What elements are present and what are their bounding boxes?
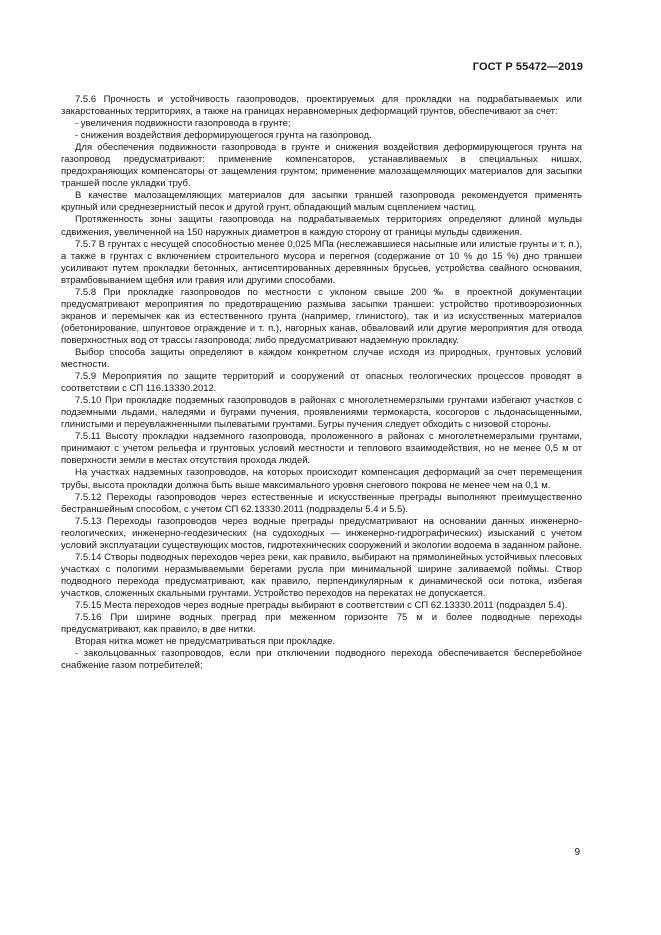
list-item: - снижения воздействия деформирующегося грунта на газопровод.	[75, 130, 372, 142]
paragraph: Протяженность зоны защиты газопровода на подрабатываемых территориях определяют длиной мульды сдвижения, увеличенной на 150 наружных диаметров в каждую сторону от границы мульды сдвижения.	[61, 214, 582, 238]
document-code-header: ГОСТ Р 55472—2019	[472, 61, 583, 73]
paragraph-7-5-13: 7.5.13 Переходы газопроводов через водные преграды предусматривают на основании данных инженерно-геологических, инженерно-геодезических (на судоходных — инженерно-гидрографических) изысканий с учетом условий эксплуатации существующих мостов, гидротехнических сооружений и экологии водоема в заданном районе.	[61, 515, 582, 551]
list-item: - закольцованных газопроводов, если при отключении подводного перехода обеспечивается бесперебойное снабжение газом потребителей;	[61, 648, 582, 672]
paragraph: На участках надземных газопроводов, на которых происходит компенсация деформаций за счет перемещения трубы, высота прокладки должна быть выше максимального уровня снегового покрова не менее чем на 0,1 м.	[61, 467, 582, 491]
paragraph-7-5-10: 7.5.10 При прокладке подземных газопроводов в районах с многолетнемерзлыми грунтами избегают участков с подземными льдами, наледями и буграми пучения, проявлениями термокарста, косогоров с льдонасыщенными, глинистыми и переувлажненными пылеватыми грунтами. Бугры пучения следует обходить с низовой стороны.	[61, 395, 582, 431]
paragraph-7-5-8: 7.5.8 При прокладке газопроводов по местности с уклоном свыше 200 ‰ в проектной документации предусматривают мероприятия по предотвращению размыва засыпки траншеи: устройство противоэрозионных экранов и перемычек как из естественного грунта (например, глинистого), так и из искусственных материалов (обетонирование, шпунтовое ограждение и т. п.), нагорных канав, обваловаий или другие мероприятия для отвода поверхностных вод от трассы газопровода; либо предусматривают надземную прокладку.	[61, 286, 582, 346]
paragraph-7-5-9: 7.5.9 Мероприятия по защите территорий и сооружений от опасных геологических процессов проводят в соответствии с СП 116.13330.2012.	[61, 371, 582, 395]
body-text	[61, 94, 582, 672]
paragraph: Выбор способа защиты определяют в каждом конкретном случае исходя из природных, грунтовых условий местности.	[61, 346, 582, 371]
paragraph-7-5-12: 7.5.12 Переходы газопроводов через естественные и искусственные преграды выполняют преимущественно бестраншейным способом, с учетом СП 62.13330.2011 (подразделы 5.4 и 5.5).	[61, 491, 582, 515]
paragraph: Вторая нитка может не предусматриваться при прокладке.	[75, 636, 336, 648]
paragraph-7-5-15: 7.5.15 Места переходов через водные преграды выбирают в соответствии с СП 62.13330.2011 (подраздел 5.4).	[75, 599, 568, 611]
paragraph-7-5-7: 7.5.7 В грунтах с несущей способностью менее 0,025 МПа (неслежавшиеся насыпные или илистые грунты и т. п.), а также в грунтах с включением строительного мусора и перегноя (содержание от 10 % до 15 %) дно траншеи усиливают путем прокладки бетонных, антисептированных деревянных брусьев, устройства свайного основания, втрамбовыванием щебня или гравия или другими способами.	[61, 238, 582, 286]
list-item: - увеличения подвижности газопровода в грунте;	[75, 118, 291, 130]
paragraph: В качестве малозащемляющих материалов для засыпки траншей газопровода рекомендуется применять крупный или среднезернистый песок и другой грунт, обладающий малым сцеплением частиц.	[61, 190, 582, 214]
paragraph: Для обеспечения подвижности газопровода в грунте и снижения воздействия деформирующегося грунта на газопровод предусматривают: применение компенсаторов, устанавливаемых в специальных нишах, предохраняющих компенсаторы от защемления грунтом; применение малозащемляющих материалов для засыпки траншей после укладки труб.	[61, 142, 582, 190]
paragraph-7-5-16: 7.5.16 При ширине водных преград при меженном горизонте 75 м и более подводные переходы предусматривают, как правило, в две нитки.	[61, 612, 582, 636]
paragraph-7-5-11: 7.5.11 Высоту прокладки надземного газопровода, проложенного в районах с многолетнемерзлыми грунтами, принимают с учетом рельефа и грунтовых условий местности и теплового взаимодействия, но не менее 0,5 м от поверхности земли в местах отсутствия прохода людей.	[61, 431, 582, 467]
paragraph-7-5-14: 7.5.14 Створы подводных переходов через реки, как правило, выбирают на прямолинейных устойчивых плесовых участках с пологими неразмываемыми берегами русла при минимальной ширине заливаемой поймы. Створ подводного перехода предусматривают, как правило, перпендикулярным к динамической оси потока, избегая участков, сложенных скальными грунтами. Устройство переходов на перекатах не допускается.	[61, 551, 582, 599]
paragraph-7-5-6: 7.5.6 Прочность и устойчивость газопроводов, проектируемых для прокладки на подрабатываемых или закарстованных территориях, а также на границах неравномерных деформаций грунтов, обеспечивают за счет:	[61, 94, 582, 118]
page-number: 9	[574, 847, 580, 858]
